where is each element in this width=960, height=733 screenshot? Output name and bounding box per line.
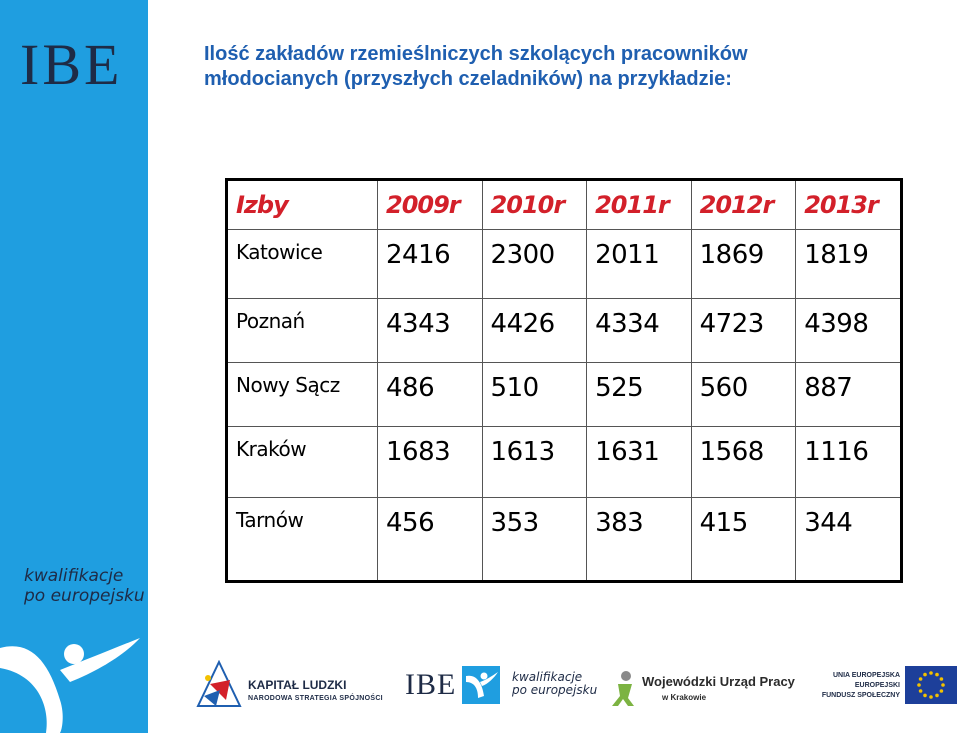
row-value: 1869 (691, 230, 796, 299)
page-title (204, 42, 924, 92)
sidebar (0, 0, 148, 733)
row-value: 4426 (482, 299, 587, 363)
wup-subtitle: w Krakowie (662, 693, 707, 702)
row-value: 486 (378, 363, 483, 427)
data-table (225, 178, 903, 583)
footer-kwal-line2: po europejsku (512, 683, 598, 697)
row-value: 510 (482, 363, 587, 427)
row-value: 1631 (587, 427, 692, 498)
row-value: 1819 (796, 230, 902, 299)
kapital-ludzki-icon (196, 660, 242, 710)
eu-flag-icon (905, 666, 957, 704)
table-row (227, 427, 902, 498)
row-value: 1116 (796, 427, 902, 498)
row-value: 887 (796, 363, 902, 427)
footer-kwal-line1: kwalifikacje (512, 670, 583, 684)
row-city: Tarnów (227, 498, 378, 582)
row-city: Katowice (227, 230, 378, 299)
table-header-row (227, 180, 902, 230)
row-city: Poznań (227, 299, 378, 363)
ue-text (818, 671, 900, 701)
header-2011: 2011r (587, 180, 692, 230)
row-value: 4343 (378, 299, 483, 363)
header-2010: 2010r (482, 180, 587, 230)
sidebar-tagline (24, 566, 145, 606)
figure-logo-icon (0, 630, 148, 733)
row-value: 1683 (378, 427, 483, 498)
kapital-title: KAPITAŁ LUDZKI (248, 678, 347, 692)
ue-line2: EUROPEJSKI (854, 682, 900, 689)
row-value: 2300 (482, 230, 587, 299)
row-value: 4334 (587, 299, 692, 363)
table-row (227, 299, 902, 363)
kapital-ludzki-logo (248, 679, 383, 705)
header-izby: Izby (227, 180, 378, 230)
wup-logo (642, 674, 795, 706)
row-value: 1568 (691, 427, 796, 498)
kapital-subtitle: NARODOWA STRATEGIA SPÓJNOŚCI (248, 695, 383, 702)
row-value: 383 (587, 498, 692, 582)
ue-line1: UNIA EUROPEJSKA (832, 672, 900, 679)
row-value: 2011 (587, 230, 692, 299)
title-line2: młodocianych (przyszłych czeladników) na przykładzie: (204, 68, 732, 90)
header-2013: 2013r (796, 180, 902, 230)
footer-ibe-logo: IBE (405, 668, 457, 701)
table-row (227, 230, 902, 299)
row-value: 353 (482, 498, 587, 582)
wup-icon (610, 668, 640, 708)
title-line1: Ilość zakładów rzemieślniczych szkolących pracowników (204, 43, 748, 65)
row-value: 4398 (796, 299, 902, 363)
row-value: 1613 (482, 427, 587, 498)
wup-title: Wojewódzki Urząd Pracy (642, 674, 795, 689)
row-city: Kraków (227, 427, 378, 498)
table-row (227, 363, 902, 427)
ibe-logo: IBE (20, 32, 123, 97)
row-value: 560 (691, 363, 796, 427)
table-row (227, 498, 902, 582)
row-value: 525 (587, 363, 692, 427)
header-2009: 2009r (378, 180, 483, 230)
row-city: Nowy Sącz (227, 363, 378, 427)
sidebar-tagline-line1: kwalifikacje (24, 566, 124, 586)
sidebar-tagline-line2: po europejsku (24, 586, 145, 606)
footer-kwalifikacje-logo (512, 671, 597, 697)
ue-line3: FUNDUSZ SPOŁECZNY (821, 692, 900, 699)
row-value: 2416 (378, 230, 483, 299)
row-value: 344 (796, 498, 902, 582)
footer-figure-icon (462, 666, 500, 704)
row-value: 4723 (691, 299, 796, 363)
row-value: 415 (691, 498, 796, 582)
header-2012: 2012r (691, 180, 796, 230)
row-value: 456 (378, 498, 483, 582)
